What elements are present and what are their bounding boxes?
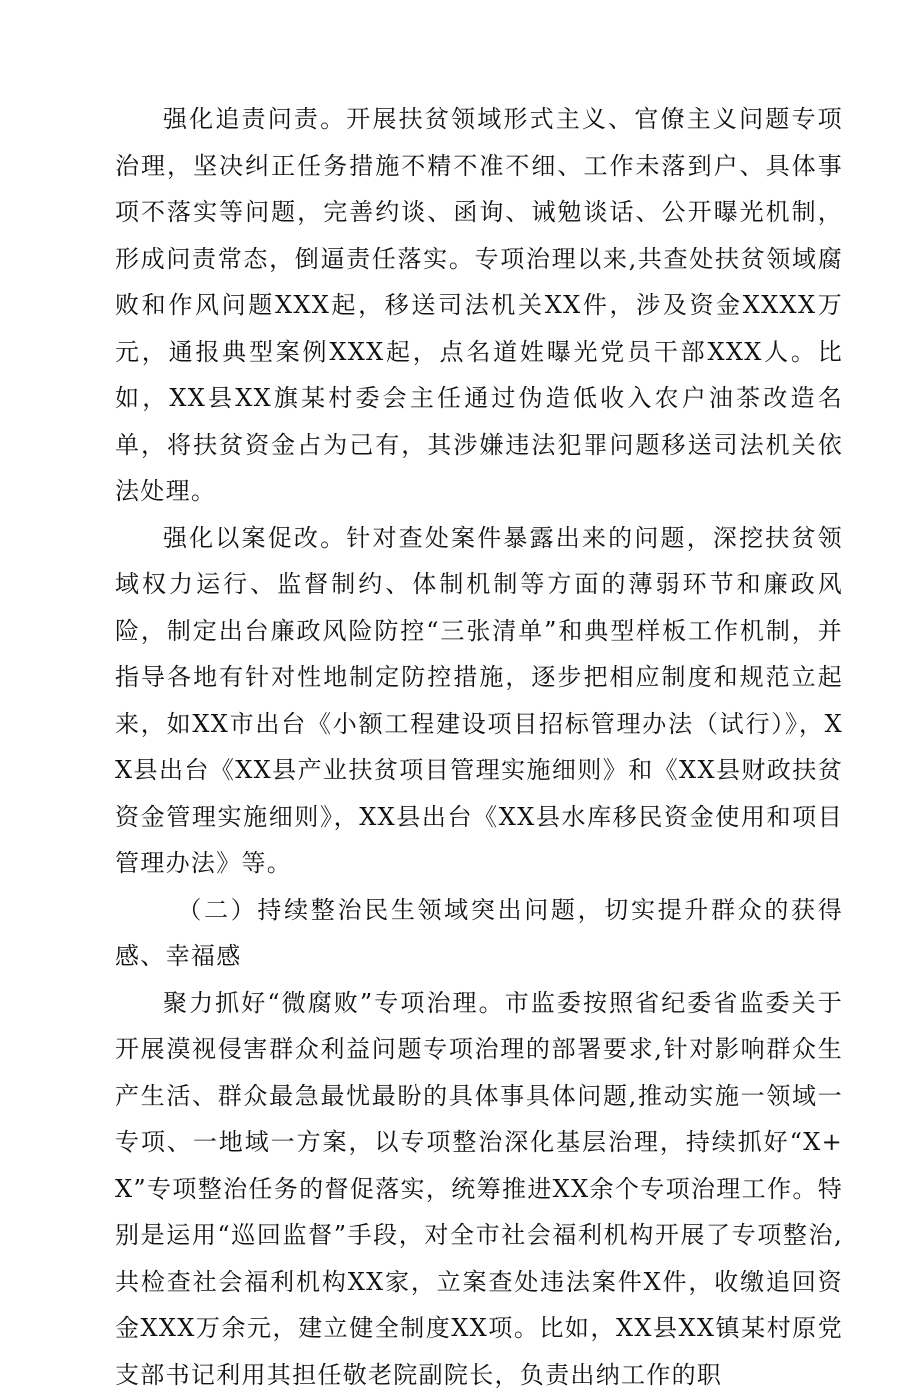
- section-heading: （二）持续整治民生领域突出问题，切实提升群众的获得感、幸福感: [115, 887, 843, 980]
- paragraph-case-reform: 强化以案促改。针对查处案件暴露出来的问题，深挖扶贫领域权力运行、监督制约、体制机制等方面的薄弱环节和廉政风险，制定出台廉政风险防控“三张清单”和典型样板工作机制，并指导各地有针对性地制定防控措施，逐步把相应制度和规范立起来，如XX市出台《小额工程建设项目招标管理办法（试行）》，XX县出台《XX县产业扶贫项目管理实施细则》和《XX县财政扶贫资金管理实施细则》，XX县出台《XX县水库移民资金使用和项目管理办法》等。: [115, 515, 843, 887]
- paragraph-accountability: 强化追责问责。开展扶贫领域形式主义、官僚主义问题专项治理，坚决纠正任务措施不精不准不细、工作未落到户、具体事项不落实等问题，完善约谈、函询、诫勉谈话、公开曝光机制，形成问责常态，倒逼责任落实。专项治理以来,共查处扶贫领域腐败和作风问题XXX起，移送司法机关XX件，涉及资金XXXX万元，通报典型案例XXX起，点名道姓曝光党员干部XXX人。比如，XX县XX旗某村委会主任通过伪造低收入农户油茶改造名单，将扶贫资金占为己有，其涉嫌违法犯罪问题移送司法机关依法处理。: [115, 96, 843, 515]
- paragraph-micro-corruption: 聚力抓好“微腐败”专项治理。市监委按照省纪委省监委关于开展漠视侵害群众利益问题专项治理的部署要求,针对影响群众生产生活、群众最急最忧最盼的具体事具体问题,推动实施一领域一专项、一地域一方案，以专项整治深化基层治理，持续抓好“X+X”专项整治任务的督促落实，统筹推进XX余个专项治理工作。特别是运用“巡回监督”手段，对全市社会福利机构开展了专项整治,共检查社会福利机构XX家，立案查处违法案件X件，收缴追回资金XXX万余元，建立健全制度XX项。比如，XX县XX镇某村原党支部书记利用其担任敬老院副院长，负责出纳工作的职: [115, 980, 843, 1398]
- document-body: [115, 96, 843, 1398]
